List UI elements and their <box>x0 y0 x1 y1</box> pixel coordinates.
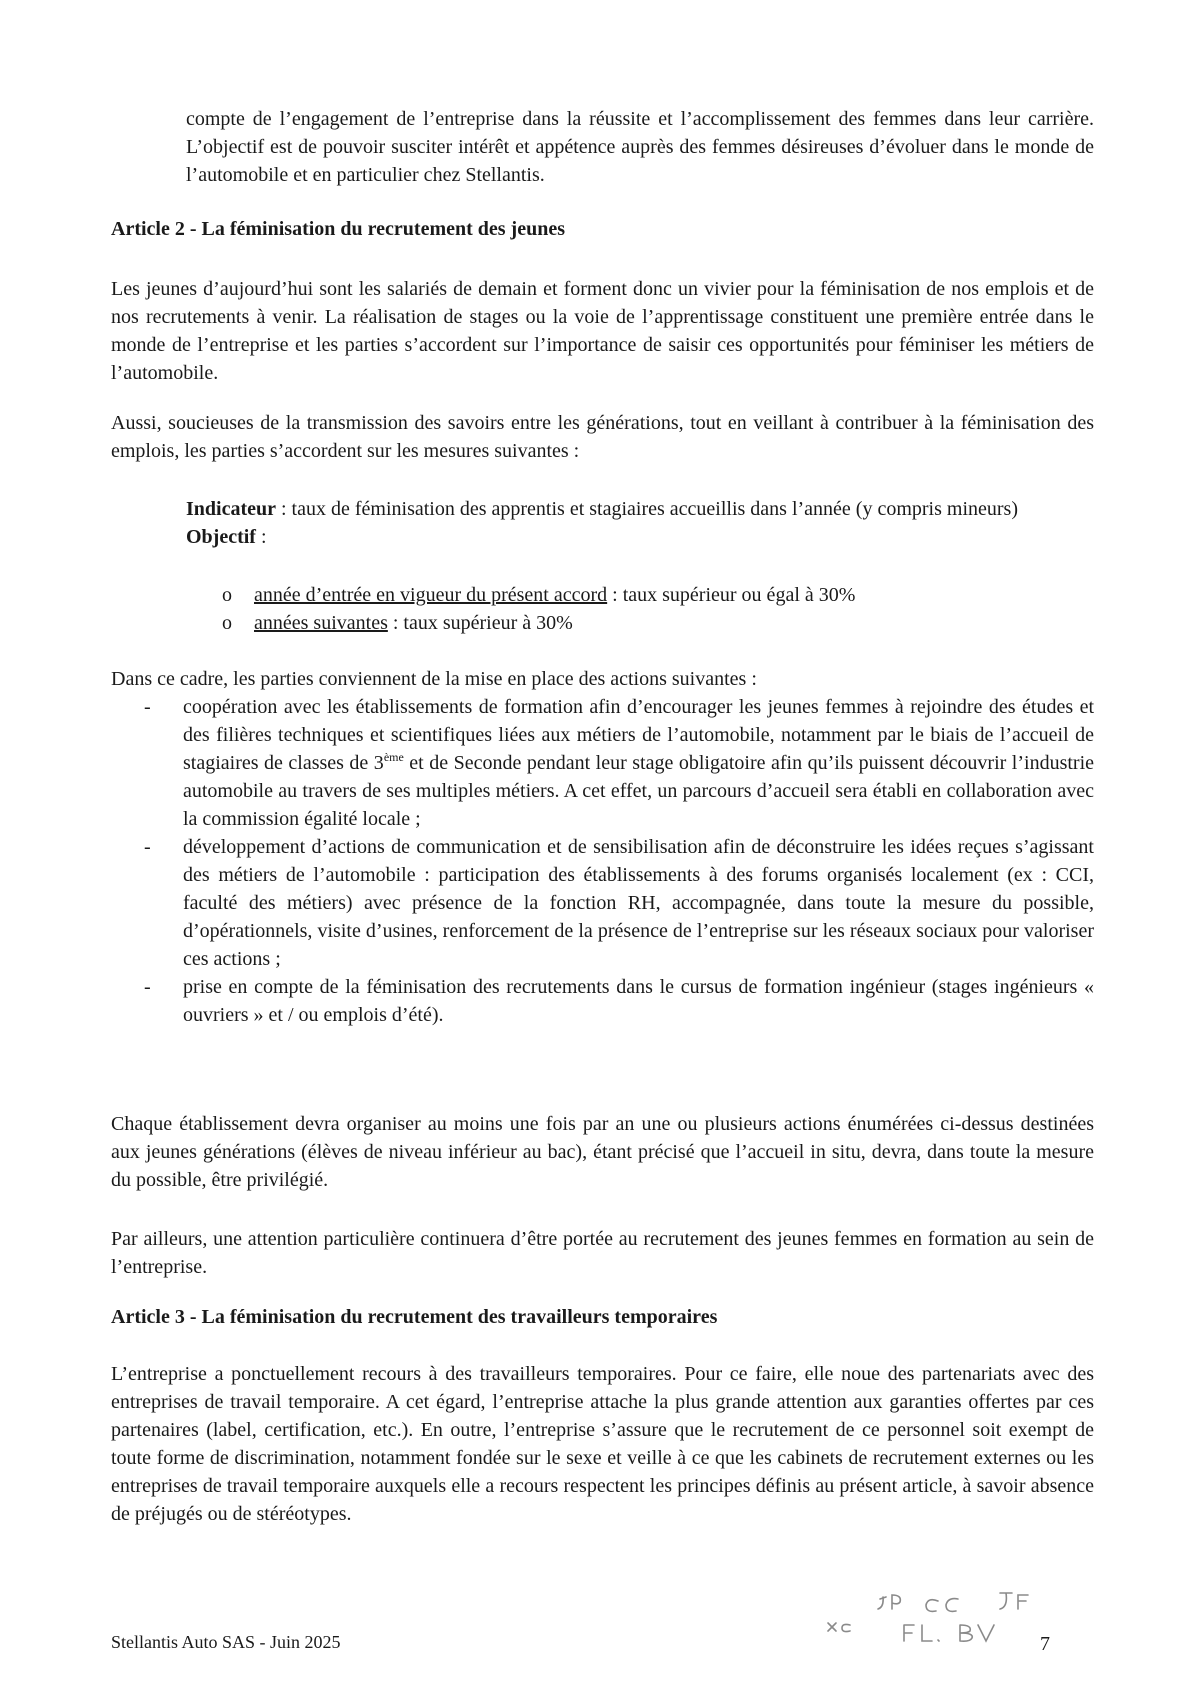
footer-company-date: Stellantis Auto SAS - Juin 2025 <box>111 1632 341 1652</box>
handwritten-stroke <box>1000 1593 1028 1609</box>
objective-suffix: : <box>255 526 267 548</box>
article-2-paragraph-1: Les jeunes d’aujourd’hui sont les salariés de demain et forment donc un vivier pour la féminisation de nos emplois et de nos recrutements à venir. La réalisation de stages ou la voie de l’apprentissage constituent une première entrée dans le monde de l’entreprise et les parties s’accordent sur l’importance de saisir ces opportunités pour féminiser les métiers de l’automobile. <box>111 278 1094 384</box>
dash-bullet-icon: - <box>144 836 151 858</box>
article-2-paragraph-4: Chaque établissement devra organiser au moins une fois par an une ou plusieurs actions énumérées ci-dessus destinées aux jeunes générations (élèves de niveau inférieur au bac), étant précisé que l’accueil in situ, devra, dans toute la mesure du possible, être privilégié. <box>111 1113 1094 1191</box>
superscript: ème <box>383 750 404 764</box>
objective-label: Objectif <box>186 526 256 548</box>
handwritten-stroke <box>828 1623 850 1632</box>
list-item <box>111 973 1094 1029</box>
page-number: 7 <box>1040 1633 1050 1655</box>
handwritten-stroke <box>904 1625 994 1641</box>
list-item <box>222 581 855 609</box>
dash-bullet-icon: - <box>144 976 151 998</box>
article-2-paragraph-2: Aussi, soucieuses de la transmission des savoirs entre les générations, tout en veillant à contribuer à la féminisation des emplois, les parties s’accordent sur les mesures suivantes : <box>111 412 1094 462</box>
handwritten-stroke <box>926 1599 958 1612</box>
objective-label: années suivantes <box>254 612 388 634</box>
indicator-block <box>186 495 1094 551</box>
action-text: prise en compte de la féminisation des recrutements dans le cursus de formation ingénieur (stages ingénieurs « ouvriers » et / ou emplois d’été). <box>183 976 1094 1026</box>
objectives-list <box>222 581 855 637</box>
circle-bullet-icon: o <box>222 612 232 634</box>
action-text: coopération avec les établissements de formation afin d’encourager les jeunes femmes à rejoindre des études et des filières techniques et scientifiques liées aux métiers de l’automobile, notamment par le biais de l’accueil de stagiaires de classes de 3 <box>183 696 1094 774</box>
actions-list <box>111 693 1094 1029</box>
initials-strokes <box>828 1593 1028 1641</box>
indicator-text: : taux de féminisation des apprentis et stagiaires accueillis dans l’année (y compris mineurs) <box>276 498 1018 520</box>
article-2-heading: Article 2 - La féminisation du recrutement des jeunes <box>111 218 566 240</box>
dash-bullet-icon: - <box>144 696 151 718</box>
objective-text: : taux supérieur ou égal à 30% <box>607 584 856 606</box>
objective-label: année d’entrée en vigueur du présent accord <box>254 584 608 606</box>
indicator-label: Indicateur <box>186 498 276 520</box>
list-item <box>111 693 1094 833</box>
action-text-continued: et de Seconde pendant leur stage obligatoire afin qu’ils puissent découvrir l’industrie automobile au travers de ses multiples métiers. A cet effet, un parcours d’accueil sera établi en collaboration avec la commission égalité locale ; <box>183 752 1095 830</box>
article-2-paragraph-5: Par ailleurs, une attention particulière continuera d’être portée au recrutement des jeunes femmes en formation au sein de l’entreprise. <box>111 1228 1094 1278</box>
action-text: développement d’actions de communication et de sensibilisation afin de déconstruire les idées reçues s’agissant des métiers de l’automobile : participation des établissements à des forums organisés localement (ex : CCI, faculté des métiers) avec présence de la fonction RH, accompagnée, dans toute la mesure du possible, d’opérationnels, visite d’usines, renforcement de la présence de l’entreprise sur les réseaux sociaux pour valoriser ces actions ; <box>183 836 1094 970</box>
objective-text: : taux supérieur à 30% <box>387 612 573 634</box>
list-item <box>222 609 855 637</box>
circle-bullet-icon: o <box>222 584 232 606</box>
intro-paragraph: compte de l’engagement de l’entreprise dans la réussite et l’accomplissement des femmes dans leur carrière. L’objectif est de pouvoir susciter intérêt et appétence auprès des femmes désireuses d’évoluer dans le monde de l’automobile et en particulier chez Stellantis. <box>186 108 1094 186</box>
article-2-paragraph-3: Dans ce cadre, les parties conviennent de la mise en place des actions suivantes : <box>111 668 757 690</box>
indicator-line <box>186 495 1094 523</box>
handwritten-initials-icon <box>820 1585 1110 1645</box>
list-item <box>111 833 1094 973</box>
article-3-paragraph-1: L’entreprise a ponctuellement recours à des travailleurs temporaires. Pour ce faire, elle noue des partenariats avec des entreprises de travail temporaire. A cet égard, l’entreprise attache la plus grande attention aux garanties offertes par ces partenaires (label, certification, etc.). En outre, l’entreprise s’assure que le recrutement de ce personnel soit exempt de toute forme de discrimination, notamment fondée sur le sexe et veille à ce que les cabinets de recrutement externes ou les entreprises de travail temporaire auxquels elle a recours respectent les principes définis au présent article, à savoir absence de préjugés ou de stéréotypes. <box>111 1363 1094 1525</box>
article-3-heading: Article 3 - La féminisation du recrutement des travailleurs temporaires <box>111 1306 718 1328</box>
handwritten-stroke <box>878 1595 900 1609</box>
objective-line <box>186 523 1094 551</box>
